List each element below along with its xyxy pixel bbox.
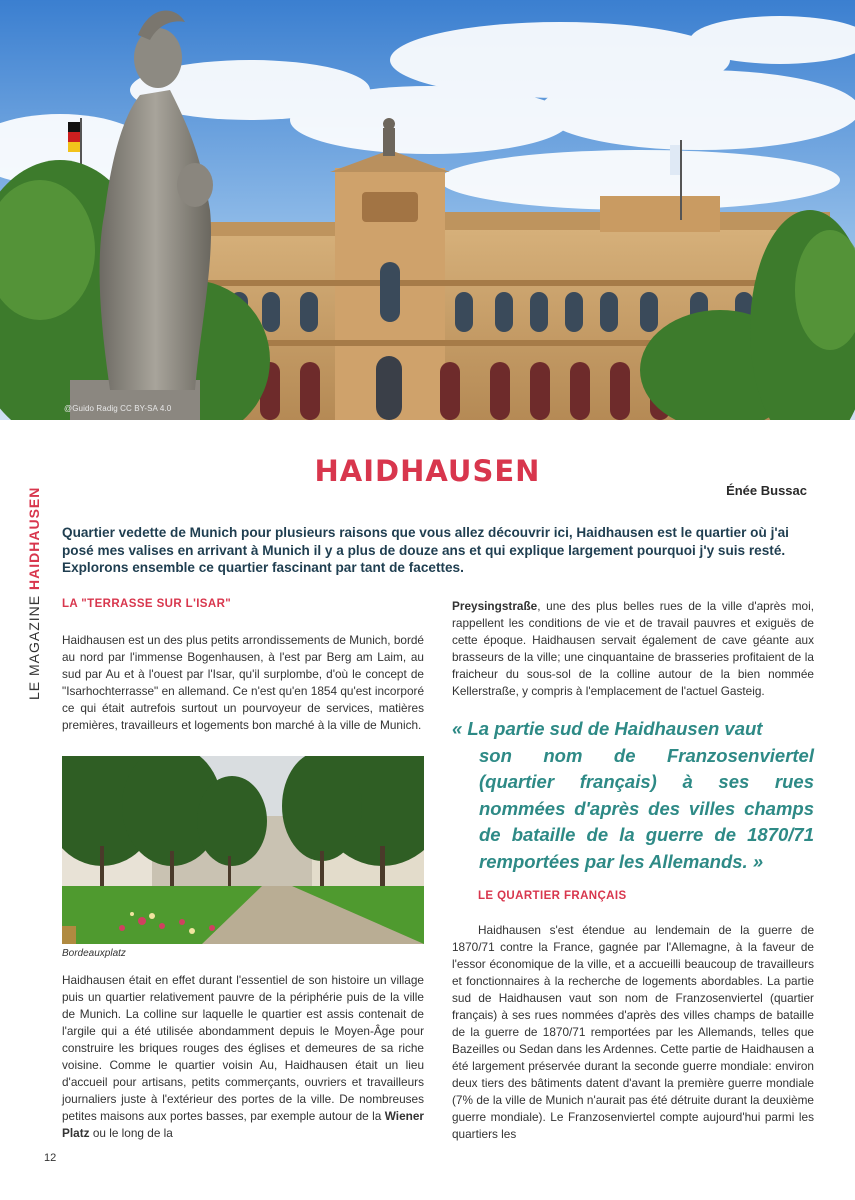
preysingstrasse-label: Preysingstraße — [452, 599, 538, 613]
quote-line: « La partie sud de Haidhausen vaut — [452, 718, 763, 739]
bordeauxplatz-photo — [62, 756, 424, 944]
body-paragraph-2-start: Haidhausen était en effet durant l'essentiel de son histoire un village puis un quartier relativement pauvre de la périphérie puis de la ville de Munich. La colline sur laquelle le quartier est assis contenait de l'argile qui a été utilisée abondamment depuis le Moyen-Âge pour construire les briques rouges des églises et demeures de sa riche voisine. Comme le quartier voisin Au, Haidhausen était un lieu d'accueil pour artisans, petits commerçants, ouvriers et travailleurs journaliers juste à l'extérieur des portes de la ville. De nombreuses petites maisons aux portes basses, par exemple autour de la — [62, 973, 424, 1123]
maximilianeum-photo — [0, 0, 855, 420]
magazine-side-label — [26, 487, 42, 700]
body-paragraph-4: Haidhausen s'est étendue au lendemain de la guerre de 1870/71 contre la France, gagnée par l'Allemagne, à la faveur de l'essor économique de la ville, et a accueilli beaucoup de travailleurs et fonctionnaires à la recherche de logements abordables. La partie sud de Haidhausen vaut son nom de Franzosenviertel (quartier français) à ses rues nommées d'après des villes champs de bataille de la guerre de 1870/71 remportées par les Allemands, telles que Bazeilles ou Sedan dans les Ardennes. Cette partie de Haidhausen a été largement préservée durant la seconde guerre mondiale: environ deux tiers des bâtiments datent d'avant la première guerre mondiale (7% de la ville de Munich n'aurait pas été détruite durant la deuxième guerre mondiale). Le Franzosenviertel compte aujourd'hui parmi les quartiers les — [452, 923, 814, 1141]
article-author: Énée Bussac — [726, 483, 807, 498]
section-heading-quartier-francais: LE QUARTIER FRANÇAIS — [478, 890, 627, 902]
pull-quote — [452, 716, 814, 875]
body-paragraph-2-end: ou le long de la — [89, 1126, 173, 1140]
body-paragraph-2 — [62, 972, 424, 1142]
section-heading-terrasse: LA "TERRASSE SUR L'ISAR" — [62, 598, 232, 610]
body-paragraph-1: Haidhausen est un des plus petits arrondissements de Munich, bordé au nord par l'immense Bogenhausen, à l'est par Berg am Laim, au sud par Au et à l'ouest par l'Isar, qu'il surplombe, d'où le concept de "Isarhochterrasse" en allemand. Ce n'est qu'en 1854 qu'est incorporé ce qui était autrefois surtout un pourvoyeur de services, matières premières, travailleurs et logements bon marché à la ville de Munich. — [62, 633, 424, 732]
park-image — [62, 756, 424, 944]
page-number: 12 — [44, 1152, 57, 1164]
hero-photo — [0, 0, 855, 420]
quote-line: de bataille de la guerre de 1870/71 — [479, 824, 814, 845]
quote-line: son nom de Franzosenviertel — [479, 744, 814, 766]
article-intro: Quartier vedette de Munich pour plusieurs raisons que vous allez découvrir ici, Haidhausen est le quartier où j'ai posé mes valises en arrivant à Munich il y a plus de douze ans et qui explique largement pourquoi j'y suis resté. Explorons ensemble ce quartier fascinant par tant de facettes. — [62, 525, 789, 575]
photo-credit: @Guido Radig CC BY-SA 4.0 — [64, 404, 172, 413]
side-label-accent: HAIDHAUSEN — [26, 486, 42, 590]
photo-caption: Bordeauxplatz — [62, 948, 126, 959]
article-title: HAIDHAUSEN — [314, 454, 541, 488]
quote-line: (quartier français) à ses rues — [479, 771, 814, 792]
quote-line: nommées d'après des villes champs — [479, 797, 814, 819]
wiener-platz-label: Wiener Platz — [62, 1109, 424, 1140]
body-paragraph-3 — [452, 598, 814, 700]
side-label-prefix: LE MAGAZINE — [26, 589, 42, 700]
quote-line: remportées par les Allemands. » — [479, 850, 764, 872]
body-paragraph-3-text: , une des plus belles rues de la ville d'après moi, rappellent les conditions de vie et de travail pauvres et exiguës de cette époque. Haidhausen servait également de cave géante aux brasseurs de la ville; une cinquantaine de brasseries profitaient de la fraicheur du sous-sol de la colline autour de la bien nommée Kellerstraße, y compris à l'emplacement de l'actuel Gasteig. — [452, 599, 814, 698]
